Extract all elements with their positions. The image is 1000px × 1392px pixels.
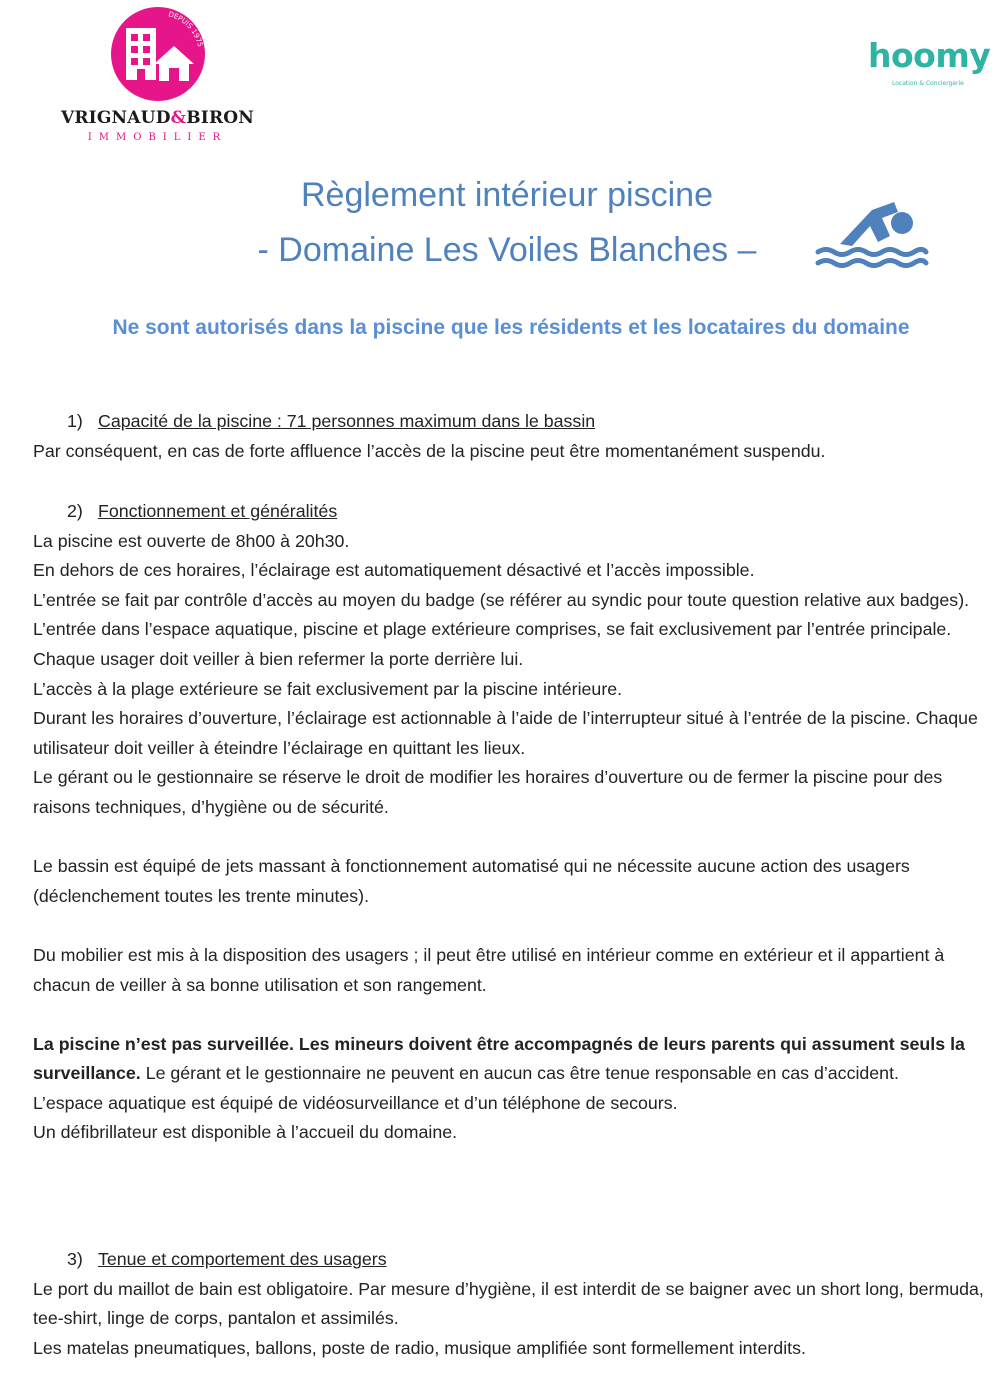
brand-subtitle: IMMOBILIER (87, 132, 228, 143)
paragraph: En dehors de ces horaires, l’éclairage est automatiquement désactivé et l’accès impossible. (33, 560, 755, 581)
paragraph: Les matelas pneumatiques, ballons, poste de radio, musique amplifiée sont formellement interdits. (33, 1337, 806, 1358)
paragraph: Un défibrillateur est disponible à l’accueil du domaine. (33, 1122, 458, 1143)
section-3 (33, 1245, 985, 1363)
brand-name: VRIGNAUD&BIRON (60, 108, 255, 128)
paragraph: La piscine n’est pas surveillée. Les mineurs doivent être accompagnés de leurs parents qui assument seuls la surveillance. Le gérant et le gestionnaire ne peuvent en aucun cas être tenue responsable en cas d’accident. (33, 1033, 965, 1084)
vrignaud-biron-logo (50, 4, 265, 144)
paragraph: L’espace aquatique est équipé de vidéosurveillance et d’un téléphone de secours. (33, 1092, 678, 1113)
paragraph: Le bassin est équipé de jets massant à fonctionnement automatisé qui ne nécessite aucune action des usagers (déclenchement toutes les trente minutes). (33, 856, 910, 906)
section-heading: 1) Capacité de la piscine : 71 personnes maximum dans le bassin (67, 411, 596, 431)
hoomy-logo (862, 36, 991, 96)
paragraph: L’entrée se fait par contrôle d’accès au moyen du badge (se référer au syndic pour toute question relative aux badges). (33, 589, 970, 610)
section-heading: 3) Tenue et comportement des usagers (67, 1249, 387, 1269)
building-house-icon (110, 6, 206, 102)
paragraph: Du mobilier est mis à la disposition des usagers ; il peut être utilisé en intérieur comme en extérieur et il appartient à chacun de veiller à sa bonne utilisation et son rangement. (33, 944, 945, 995)
badge-text: DEPUIS 1975 (167, 10, 205, 48)
paragraph: Le gérant ou le gestionnaire se réserve le droit de modifier les horaires d’ouverture ou de fermer la piscine pour des raisons techniques, d’hygiène ou de sécurité. (33, 767, 943, 817)
paragraph: Le port du maillot de bain est obligatoire. Par mesure d’hygiène, il est interdit de se baigner avec un short long, bermuda, tee-shirt, linge de corps, pantalon et assimilés. (33, 1278, 984, 1329)
hoomy-wordmark: hoomy (868, 36, 991, 75)
swimmer-icon (812, 190, 930, 270)
section-heading: 2) Fonctionnement et généralités (67, 501, 338, 521)
paragraph: La piscine est ouverte de 8h00 à 20h30. (33, 530, 350, 551)
safety-warning: La piscine n’est pas surveillée. Les mineurs doivent être accompagnés de leurs parents qui assument seuls la surveillance. (33, 1033, 965, 1084)
paragraph: L’accès à la plage extérieure se fait exclusivement par la piscine intérieure. (33, 678, 623, 699)
section-2 (33, 497, 985, 1148)
paragraph: Durant les horaires d’ouverture, l’éclairage est actionnable à l’aide de l’interrupteur situé à l’entrée de la piscine. Chaque utilisateur doit veiller à éteindre l’éclairage en quittant les lieux. (33, 708, 978, 758)
paragraph: L’entrée dans l’espace aquatique, piscine et plage extérieure comprises, se fait exclusivement par l’entrée principale. Chaque usager doit veiller à bien refermer la porte derrière lui. (33, 619, 952, 669)
hoomy-tagline: Location & Conciergerie (892, 80, 964, 87)
page-title-line2: - Domaine Les Voiles Blanches – (257, 231, 757, 269)
section-1 (33, 407, 985, 466)
page-title-line1: Règlement intérieur piscine (301, 176, 713, 214)
access-notice: Ne sont autorisés dans la piscine que les résidents et les locataires du domaine (112, 316, 910, 339)
paragraph: Par conséquent, en cas de forte affluence l’accès de la piscine peut être momentanément suspendu. (33, 440, 826, 461)
